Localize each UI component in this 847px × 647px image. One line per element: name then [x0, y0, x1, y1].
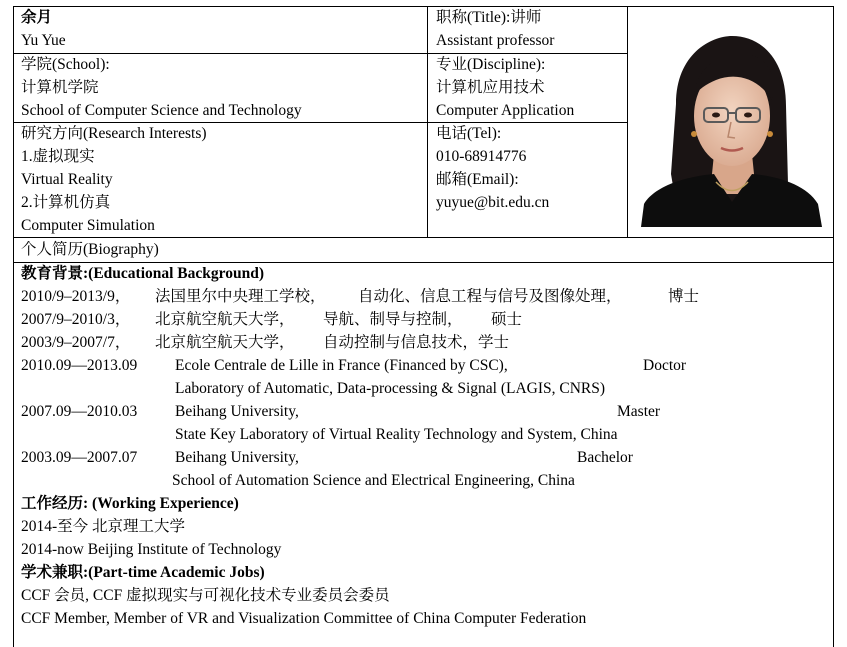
school-en: School of Computer Science and Technology: [21, 102, 302, 119]
discipline-cn: 计算机应用技术: [436, 79, 545, 96]
work-heading: 工作经历: (Working Experience): [21, 495, 239, 512]
edu-en-1-degree: Doctor: [643, 357, 687, 374]
jobs-en: CCF Member, Member of VR and Visualization Committee of China Computer Federation: [21, 610, 587, 627]
edu-en-2-period: 2007.09—2010.03: [21, 403, 138, 420]
biography-label: 个人简历(Biography): [21, 241, 159, 258]
edu-en-3-detail: School of Automation Science and Electrical Engineering, China: [172, 472, 575, 489]
edu-en-3-school: Beihang University,: [175, 449, 299, 466]
edu-cn-3-school: 北京航空航天大学，: [155, 334, 295, 351]
edu-cn-2-school: 北京航空航天大学，: [155, 311, 295, 328]
discipline-label: 专业(Discipline):: [436, 56, 546, 73]
tel-value: 010-68914776: [436, 148, 527, 165]
edu-en-2-detail: State Key Laboratory of Virtual Reality Technology and System, China: [175, 426, 618, 443]
edu-cn-1-period: 2010/9–2013/9，: [21, 288, 131, 305]
discipline-en: Computer Application: [436, 102, 575, 119]
name-en: Yu Yue: [21, 32, 66, 49]
edu-en-3-period: 2003.09—2007.07: [21, 449, 138, 466]
edu-en-1-detail: Laboratory of Automatic, Data-processing & Signal (LAGIS, CNRS): [175, 380, 606, 397]
edu-cn-2-period: 2007/9–2010/3，: [21, 311, 131, 328]
research-item-1-cn: 1.虚拟现实: [21, 148, 95, 165]
edu-cn-2-major: 导航、制导与控制，: [323, 311, 463, 328]
col-divider-2: [627, 6, 628, 238]
research-item-2-cn: 2.计算机仿真: [21, 194, 111, 211]
edu-en-2-school: Beihang University,: [175, 403, 299, 420]
edu-en-1-period: 2010.09—2013.09: [21, 357, 138, 374]
school-cn: 计算机学院: [21, 79, 99, 96]
title-en: Assistant professor: [436, 32, 555, 49]
edu-cn-3-major: 自动控制与信息技术，学士: [323, 334, 510, 351]
work-cn: 2014-至今 北京理工大学: [21, 518, 186, 535]
tel-label: 电话(Tel):: [436, 125, 502, 142]
edu-cn-1-school: 法国里尔中央理工学校，: [155, 288, 326, 305]
edu-en-3-degree: Bachelor: [577, 449, 633, 466]
research-label: 研究方向(Research Interests): [21, 125, 207, 142]
research-item-1-en: Virtual Reality: [21, 171, 113, 188]
research-item-2-en: Computer Simulation: [21, 217, 155, 234]
name-cn: 余月: [21, 9, 53, 26]
edu-cn-1-degree: 博士: [668, 288, 700, 305]
jobs-heading: 学术兼职:(Part-time Academic Jobs): [21, 564, 265, 581]
edu-cn-2-degree: 硕士: [491, 311, 523, 328]
edu-cn-3-period: 2003/9–2007/7，: [21, 334, 131, 351]
table-border-right: [833, 6, 834, 647]
person-portrait-icon: [636, 34, 822, 227]
table-border-left: [13, 6, 14, 647]
work-en: 2014-now Beijing Institute of Technology: [21, 541, 282, 558]
jobs-cn: CCF 会员, CCF 虚拟现实与可视化技术专业委员会委员: [21, 587, 390, 604]
school-label: 学院(School):: [21, 56, 110, 73]
edu-cn-1-major: 自动化、信息工程与信号及图像处理，: [358, 288, 622, 305]
education-heading: 教育背景:(Educational Background): [21, 265, 265, 282]
table-border-top: [13, 6, 834, 7]
email-value: yuyue@bit.edu.cn: [436, 194, 550, 211]
edu-en-1-school: Ecole Centrale de Lille in France (Financed by CSC),: [175, 357, 508, 374]
title-label: 职称(Title):讲师: [436, 9, 542, 26]
edu-en-2-degree: Master: [617, 403, 661, 420]
email-label: 邮箱(Email):: [436, 171, 519, 188]
